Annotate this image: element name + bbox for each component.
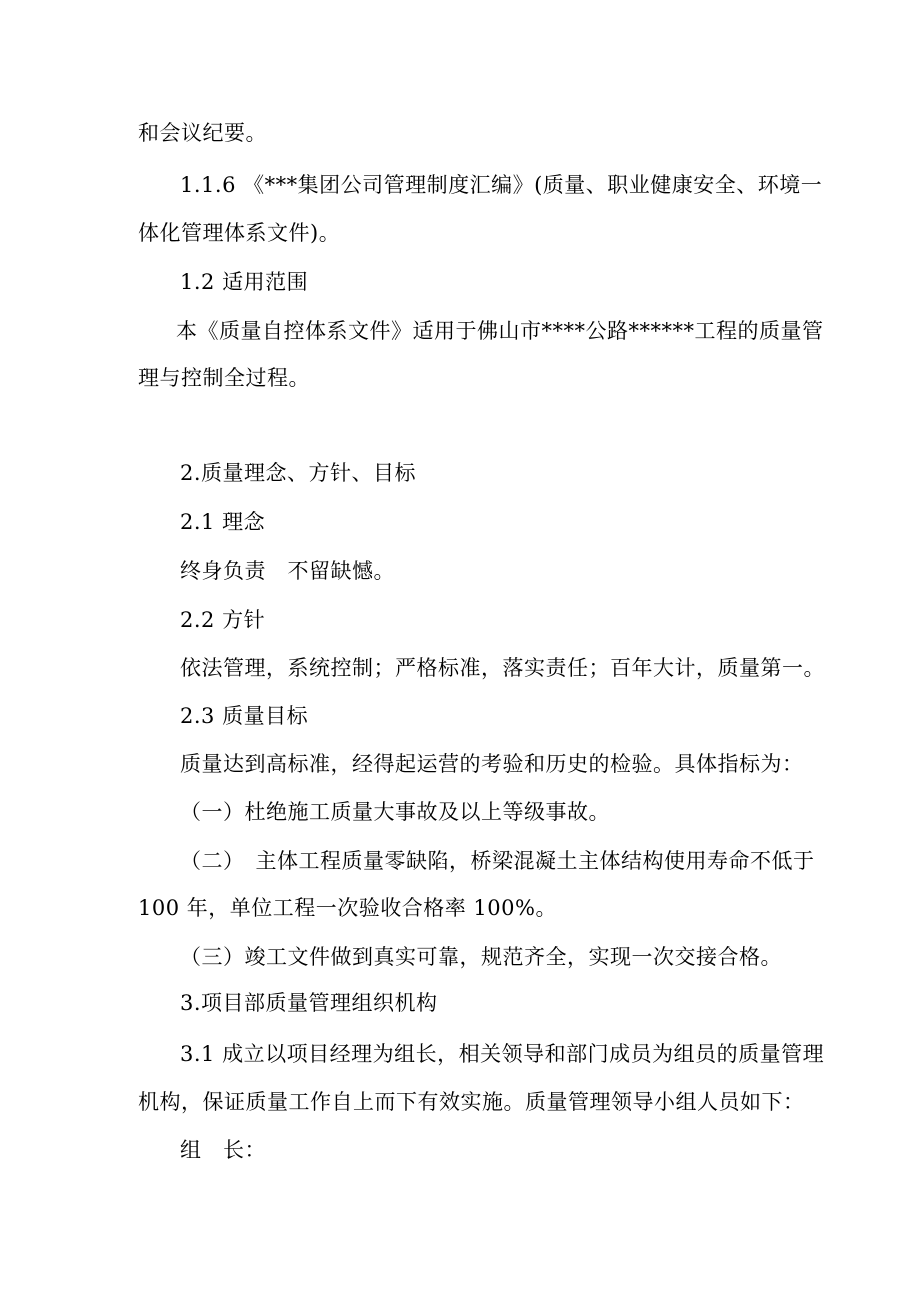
paragraph-line: 质量达到高标准，经得起运营的考验和历史的检验。具体指标为： bbox=[180, 752, 804, 776]
paragraph-line: 100 年，单位工程一次验收合格率 100%。 bbox=[138, 896, 557, 920]
list-item: （二） 主体工程质量零缺陷，桥梁混凝土主体结构使用寿命不低于 bbox=[180, 849, 815, 873]
paragraph-line: 本《质量自控体系文件》适用于佛山市****公路******工程的质量管 bbox=[176, 319, 824, 343]
field-label-leader: 组 长： bbox=[180, 1138, 266, 1162]
paragraph-line: 机构，保证质量工作自上而下有效实施。质量管理领导小组人员如下： bbox=[138, 1090, 805, 1114]
section-heading-3-1: 3.1 成立以项目经理为组长，相关领导和部门成员为组员的质量管理 bbox=[180, 1042, 825, 1066]
paragraph-line: 和会议纪要。 bbox=[138, 121, 267, 145]
section-heading-2-1: 2.1 理念 bbox=[180, 510, 266, 534]
section-heading-1-1-6: 1.1.6 《***集团公司管理制度汇编》(质量、职业健康安全、环境一 bbox=[180, 173, 823, 197]
paragraph-line: 理与控制全过程。 bbox=[138, 366, 310, 390]
list-item: （一）杜绝施工质量大事故及以上等级事故。 bbox=[180, 800, 610, 824]
section-heading-2-3: 2.3 质量目标 bbox=[180, 704, 309, 728]
section-heading-2: 2.质量理念、方针、目标 bbox=[180, 461, 417, 485]
section-heading-3: 3.项目部质量管理组织机构 bbox=[180, 991, 438, 1015]
list-item: （三）竣工文件做到真实可靠，规范齐全，实现一次交接合格。 bbox=[180, 945, 782, 969]
section-heading-2-2: 2.2 方针 bbox=[180, 608, 266, 632]
paragraph-line: 体化管理体系文件)。 bbox=[138, 221, 341, 245]
paragraph-line: 终身负责 不留缺憾。 bbox=[180, 559, 395, 583]
paragraph-line: 依法管理，系统控制；严格标准，落实责任；百年大计，质量第一。 bbox=[180, 656, 825, 680]
section-heading-1-2: 1.2 适用范围 bbox=[180, 270, 309, 294]
